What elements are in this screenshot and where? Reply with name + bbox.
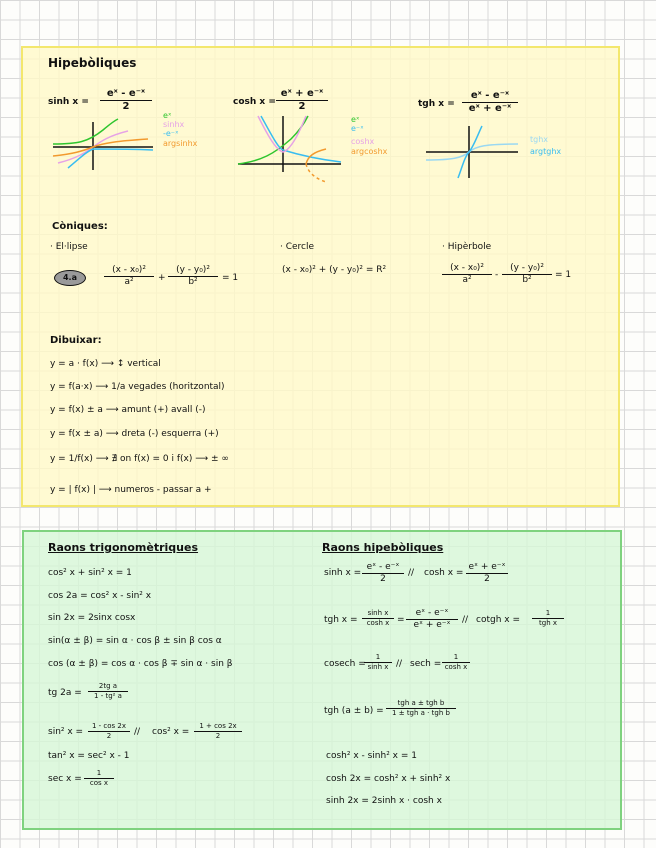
ellipse-label: · El·lipse: [50, 242, 88, 252]
cosh-den: 2: [298, 101, 306, 112]
cos2-num: 1 + cos 2x: [194, 723, 242, 732]
conics-title: Còniques:: [52, 221, 108, 232]
hyperbolic-identity: cosh² x - sinh² x = 1: [326, 751, 417, 761]
tgh-ratio-fraction1: [362, 610, 394, 627]
ellipse-term2-num: (y - y₀)²: [168, 266, 218, 277]
drawings-title: Dibuixar:: [50, 335, 102, 346]
ellipse-term1: [104, 266, 154, 287]
sin2-lhs: sin² x =: [48, 727, 84, 737]
sinh-legend-item: sinhx: [163, 119, 185, 129]
hyperbola-term2-num: (y - y₀)²: [502, 264, 552, 275]
sinh-lhs: sinh x =: [48, 97, 89, 107]
cosh-legend: [351, 116, 387, 157]
sinh-ratio-fraction: [362, 563, 404, 584]
drawing-rule: y = | f(x) | ⟶ numeros - passar a +: [50, 485, 212, 495]
cotgh-ratio-den: tgh x: [539, 619, 557, 627]
cosh-ratio-lhs: cosh x =: [424, 568, 464, 578]
cosh-ratio-fraction: [466, 563, 508, 584]
tgh-ratio-separator: //: [462, 615, 469, 625]
tgh-legend-item: argtghx: [530, 146, 562, 156]
sin2-den: 2: [106, 732, 112, 740]
trig-identity: sin(α ± β) = sin α · cos β ± sin β cos α: [48, 636, 222, 646]
cosh-ratio-den: 2: [484, 574, 490, 584]
cosech-num: 1: [364, 654, 392, 663]
tgh-legend-item: tghx: [530, 135, 549, 144]
cosh-legend-item: eˣ: [351, 115, 360, 124]
trig-identity: cos² x + sin² x = 1: [48, 568, 132, 578]
sinh-den: 2: [122, 101, 130, 112]
hyperbola-term1: [442, 264, 492, 285]
hyperbolic-identity: sinh 2x = 2sinh x · cosh x: [326, 796, 442, 806]
ellipse-term2-den: b²: [188, 277, 198, 287]
trig-identity: tan² x = sec² x - 1: [48, 751, 130, 761]
cosh-lhs: cosh x =: [233, 97, 276, 107]
tg2a-den: 1 - tg² a: [94, 692, 122, 700]
hyperbola-term1-den: a²: [462, 275, 472, 285]
tgh-num: eˣ - e⁻ˣ: [462, 91, 518, 103]
hyperbola-term2-den: b²: [522, 275, 532, 285]
tgh-sum-num: tgh a ± tgh b: [386, 700, 456, 709]
ellipse-term1-num: (x - x₀)²: [104, 266, 154, 277]
sech-fraction: [442, 654, 470, 671]
hyperbola-label: · Hipèrbole: [442, 242, 492, 252]
tgh-graph: [424, 124, 524, 180]
drawing-rule: y = a · f(x) ⟶ ↕ vertical: [50, 359, 161, 369]
tgh-ratio-lhs: tgh x =: [324, 615, 358, 625]
hyperbola-minus: -: [495, 270, 499, 280]
cosh-legend-item: coshx: [351, 136, 375, 146]
cosh-legend-item: e⁻ˣ: [351, 123, 364, 133]
sin2-separator: //: [134, 727, 141, 737]
cotgh-ratio-lhs: cotgh x =: [476, 615, 520, 625]
tgh-ratio-den1: cosh x: [366, 619, 390, 627]
tgh-ratio-num2: eˣ - e⁻ˣ: [406, 609, 458, 620]
sinh-legend-item: -e⁻ˣ: [163, 128, 179, 138]
trig-identity: cos (α ± β) = cos α · cos β ∓ sin α · sin β: [48, 659, 233, 669]
cosh-ratio-num: eˣ + e⁻ˣ: [466, 563, 508, 574]
sech-lhs: sech =: [410, 659, 442, 669]
sinh-ratio-den: 2: [380, 574, 386, 584]
ellipse-badge: 4.a: [54, 270, 86, 286]
sin2-num: 1 - cos 2x: [88, 723, 130, 732]
tgh-legend: [530, 136, 561, 157]
trig-title: Raons trigonomètriques: [48, 541, 199, 554]
cosech-lhs: cosech =: [324, 659, 366, 669]
sinh-ratio-separator: //: [408, 568, 415, 578]
tgh-sum-lhs: tgh (a ± b) =: [324, 706, 384, 716]
tg2a-fraction: [88, 683, 128, 700]
sinh-ratio-num: eˣ - e⁻ˣ: [362, 563, 404, 574]
sech-num: 1: [442, 654, 470, 663]
tgh-sum-den: 1 ± tgh a · tgh b: [392, 709, 450, 717]
sec-den: cos x: [89, 779, 109, 787]
cosech-fraction: [364, 654, 392, 671]
tgh-ratio-den2: eˣ + e⁻ˣ: [413, 620, 451, 630]
tgh-sum-fraction: [386, 700, 456, 717]
cotgh-ratio-num: 1: [532, 610, 564, 619]
drawing-rule: y = f(x) ± a ⟶ amunt (+) avall (-): [50, 405, 206, 415]
hyperbola-rhs: = 1: [555, 270, 572, 280]
ellipse-rhs: = 1: [222, 273, 239, 283]
sinh-fraction: [100, 89, 152, 112]
hyperbolic-ratios-title: Raons hipebòliques: [322, 541, 444, 554]
ellipse-plus: +: [158, 273, 166, 283]
sec-lhs: sec x =: [48, 774, 82, 784]
cosech-separator: //: [396, 659, 403, 669]
ellipse-term2: [168, 266, 218, 287]
sinh-graph: [48, 118, 163, 173]
cosh-num: eˣ + e⁻ˣ: [276, 89, 328, 101]
tg2a-lhs: tg 2a =: [48, 688, 82, 698]
tgh-ratio-fraction2: [406, 609, 458, 630]
tgh-ratio-equals: =: [397, 615, 405, 625]
cotgh-ratio-fraction: [532, 610, 564, 627]
sech-den: cosh x: [444, 663, 468, 671]
drawing-rule: y = f(x ± a) ⟶ dreta (-) esquerra (+): [50, 429, 219, 439]
sin2-fraction: [88, 723, 130, 740]
cosh-fraction: [276, 89, 328, 112]
tgh-ratio-num1: sinh x: [362, 610, 394, 619]
trig-identity: cos 2a = cos² x - sin² x: [48, 591, 152, 601]
hyperbolic-identity: cosh 2x = cosh² x + sinh² x: [326, 774, 451, 784]
cos2-den: 2: [215, 732, 221, 740]
sinh-legend-item: argsinhx: [163, 139, 198, 149]
drawing-rule: y = 1/f(x) ⟶ ∄ on f(x) = 0 i f(x) ⟶ ± ∞: [50, 454, 229, 464]
sec-num: 1: [84, 770, 114, 779]
sinh-legend-item: eˣ: [163, 111, 172, 120]
cosech-den: sinh x: [367, 663, 389, 671]
cosh-legend-item: argcoshx: [351, 147, 388, 157]
hyperbolic-title: Hipebòliques: [48, 56, 137, 70]
tgh-den: eˣ + e⁻ˣ: [468, 103, 512, 114]
tgh-lhs: tgh x =: [418, 99, 455, 109]
sinh-ratio-lhs: sinh x =: [324, 568, 362, 578]
cos2-fraction: [194, 723, 242, 740]
hyperbola-term1-num: (x - x₀)²: [442, 264, 492, 275]
sec-fraction: [84, 770, 114, 787]
tgh-fraction: [462, 91, 518, 114]
circle-equation: (x - x₀)² + (y - y₀)² = R²: [282, 265, 387, 275]
tg2a-num: 2tg a: [88, 683, 128, 692]
ellipse-term1-den: a²: [124, 277, 134, 287]
drawing-rule: y = f(a·x) ⟶ 1/a vegades (horitzontal): [50, 382, 225, 392]
trig-identity: sin 2x = 2sinx cosx: [48, 613, 136, 623]
sinh-legend: [163, 112, 197, 149]
cosh-graph: [236, 114, 348, 184]
hyperbola-term2: [502, 264, 552, 285]
cos2-lhs: cos² x =: [152, 727, 190, 737]
sinh-num: eˣ - e⁻ˣ: [100, 89, 152, 101]
circle-label: · Cercle: [280, 242, 315, 252]
